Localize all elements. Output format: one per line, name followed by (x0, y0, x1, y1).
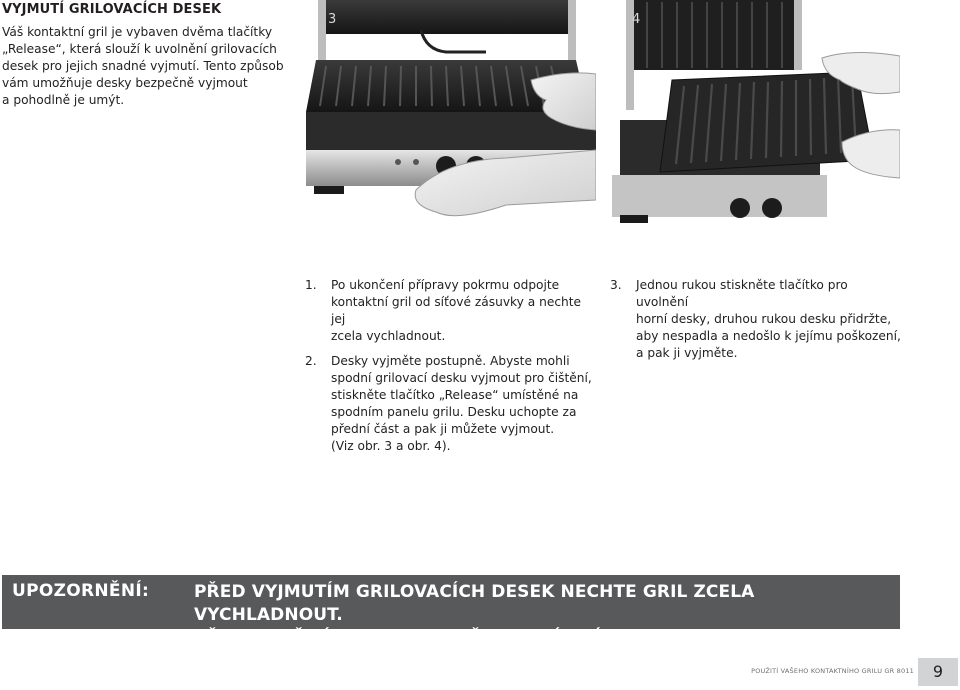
warning-banner (2, 575, 900, 648)
intro-line: vám umožňuje desky bezpečně vyjmout (2, 76, 248, 90)
step-line: Desky vyjměte postupně. Abyste mohli (331, 354, 570, 368)
figure-number: 4 (632, 12, 641, 27)
figure-3-photo (306, 0, 596, 228)
warning-line: PŘED VYJMUTÍM GRILOVACÍCH DESEK NECHTE GRIL ZCELA VYCHLADNOUT. (194, 582, 755, 625)
grill-release-photo-icon (306, 0, 596, 228)
intro-line: a pohodlně je umýt. (2, 93, 125, 107)
step-number: 2. (305, 354, 317, 368)
step-line: Jednou rukou stiskněte tlačítko pro uvolnění (636, 278, 848, 309)
step-line: aby nespadla a nedošlo k jejímu poškození, (636, 329, 901, 343)
step-line: spodní grilovací desku vyjmout pro čištění, (331, 371, 592, 385)
footer-running-title: POUŽITÍ VAŠEHO KONTAKTNÍHO GRILU GR 8011 (751, 667, 914, 675)
warning-label: UPOZORNĚNÍ: (12, 581, 150, 601)
step-line: stiskněte tlačítko „Release“ umístěné na (331, 388, 579, 402)
step-line: horní desky, druhou rukou desku přidržte, (636, 312, 892, 326)
steps-left-column (305, 277, 595, 463)
step-number: 3. (610, 278, 622, 292)
page-number: 9 (918, 658, 958, 686)
warning-text (194, 581, 900, 650)
step-line: (Viz obr. 3 a obr. 4). (331, 439, 451, 453)
warning-line: PŘED POUŽITÍM ZCELA ODVIŇTE NAPÁJECÍ KABEL. (194, 628, 676, 648)
step-item (305, 353, 595, 455)
step-item (610, 277, 902, 362)
step-line: spodním panelu grilu. Desku uchopte za (331, 405, 577, 419)
step-number: 1. (305, 278, 317, 292)
intro-paragraph (2, 24, 292, 109)
intro-line: desek pro jejich snadné vyjmutí. Tento způsob (2, 59, 284, 73)
grill-plate-removed-photo-icon (612, 0, 900, 228)
figure-4-photo (612, 0, 900, 228)
step-line: zcela vychladnout. (331, 329, 446, 343)
step-line: kontaktní gril od síťové zásuvky a nechte jej (331, 295, 582, 326)
section-title: VYJMUTÍ GRILOVACÍCH DESEK (2, 2, 222, 17)
step-line: Po ukončení přípravy pokrmu odpojte (331, 278, 560, 292)
intro-line: Váš kontaktní gril je vybaven dvěma tlačítky (2, 25, 273, 39)
step-line: a pak ji vyjměte. (636, 346, 738, 360)
steps-right-column (610, 277, 902, 370)
intro-line: „Release“, která slouží k uvolnění grilovacích (2, 42, 277, 56)
step-line: přední část a pak ji můžete vyjmout. (331, 422, 555, 436)
figure-number: 3 (328, 12, 337, 27)
step-item (305, 277, 595, 345)
